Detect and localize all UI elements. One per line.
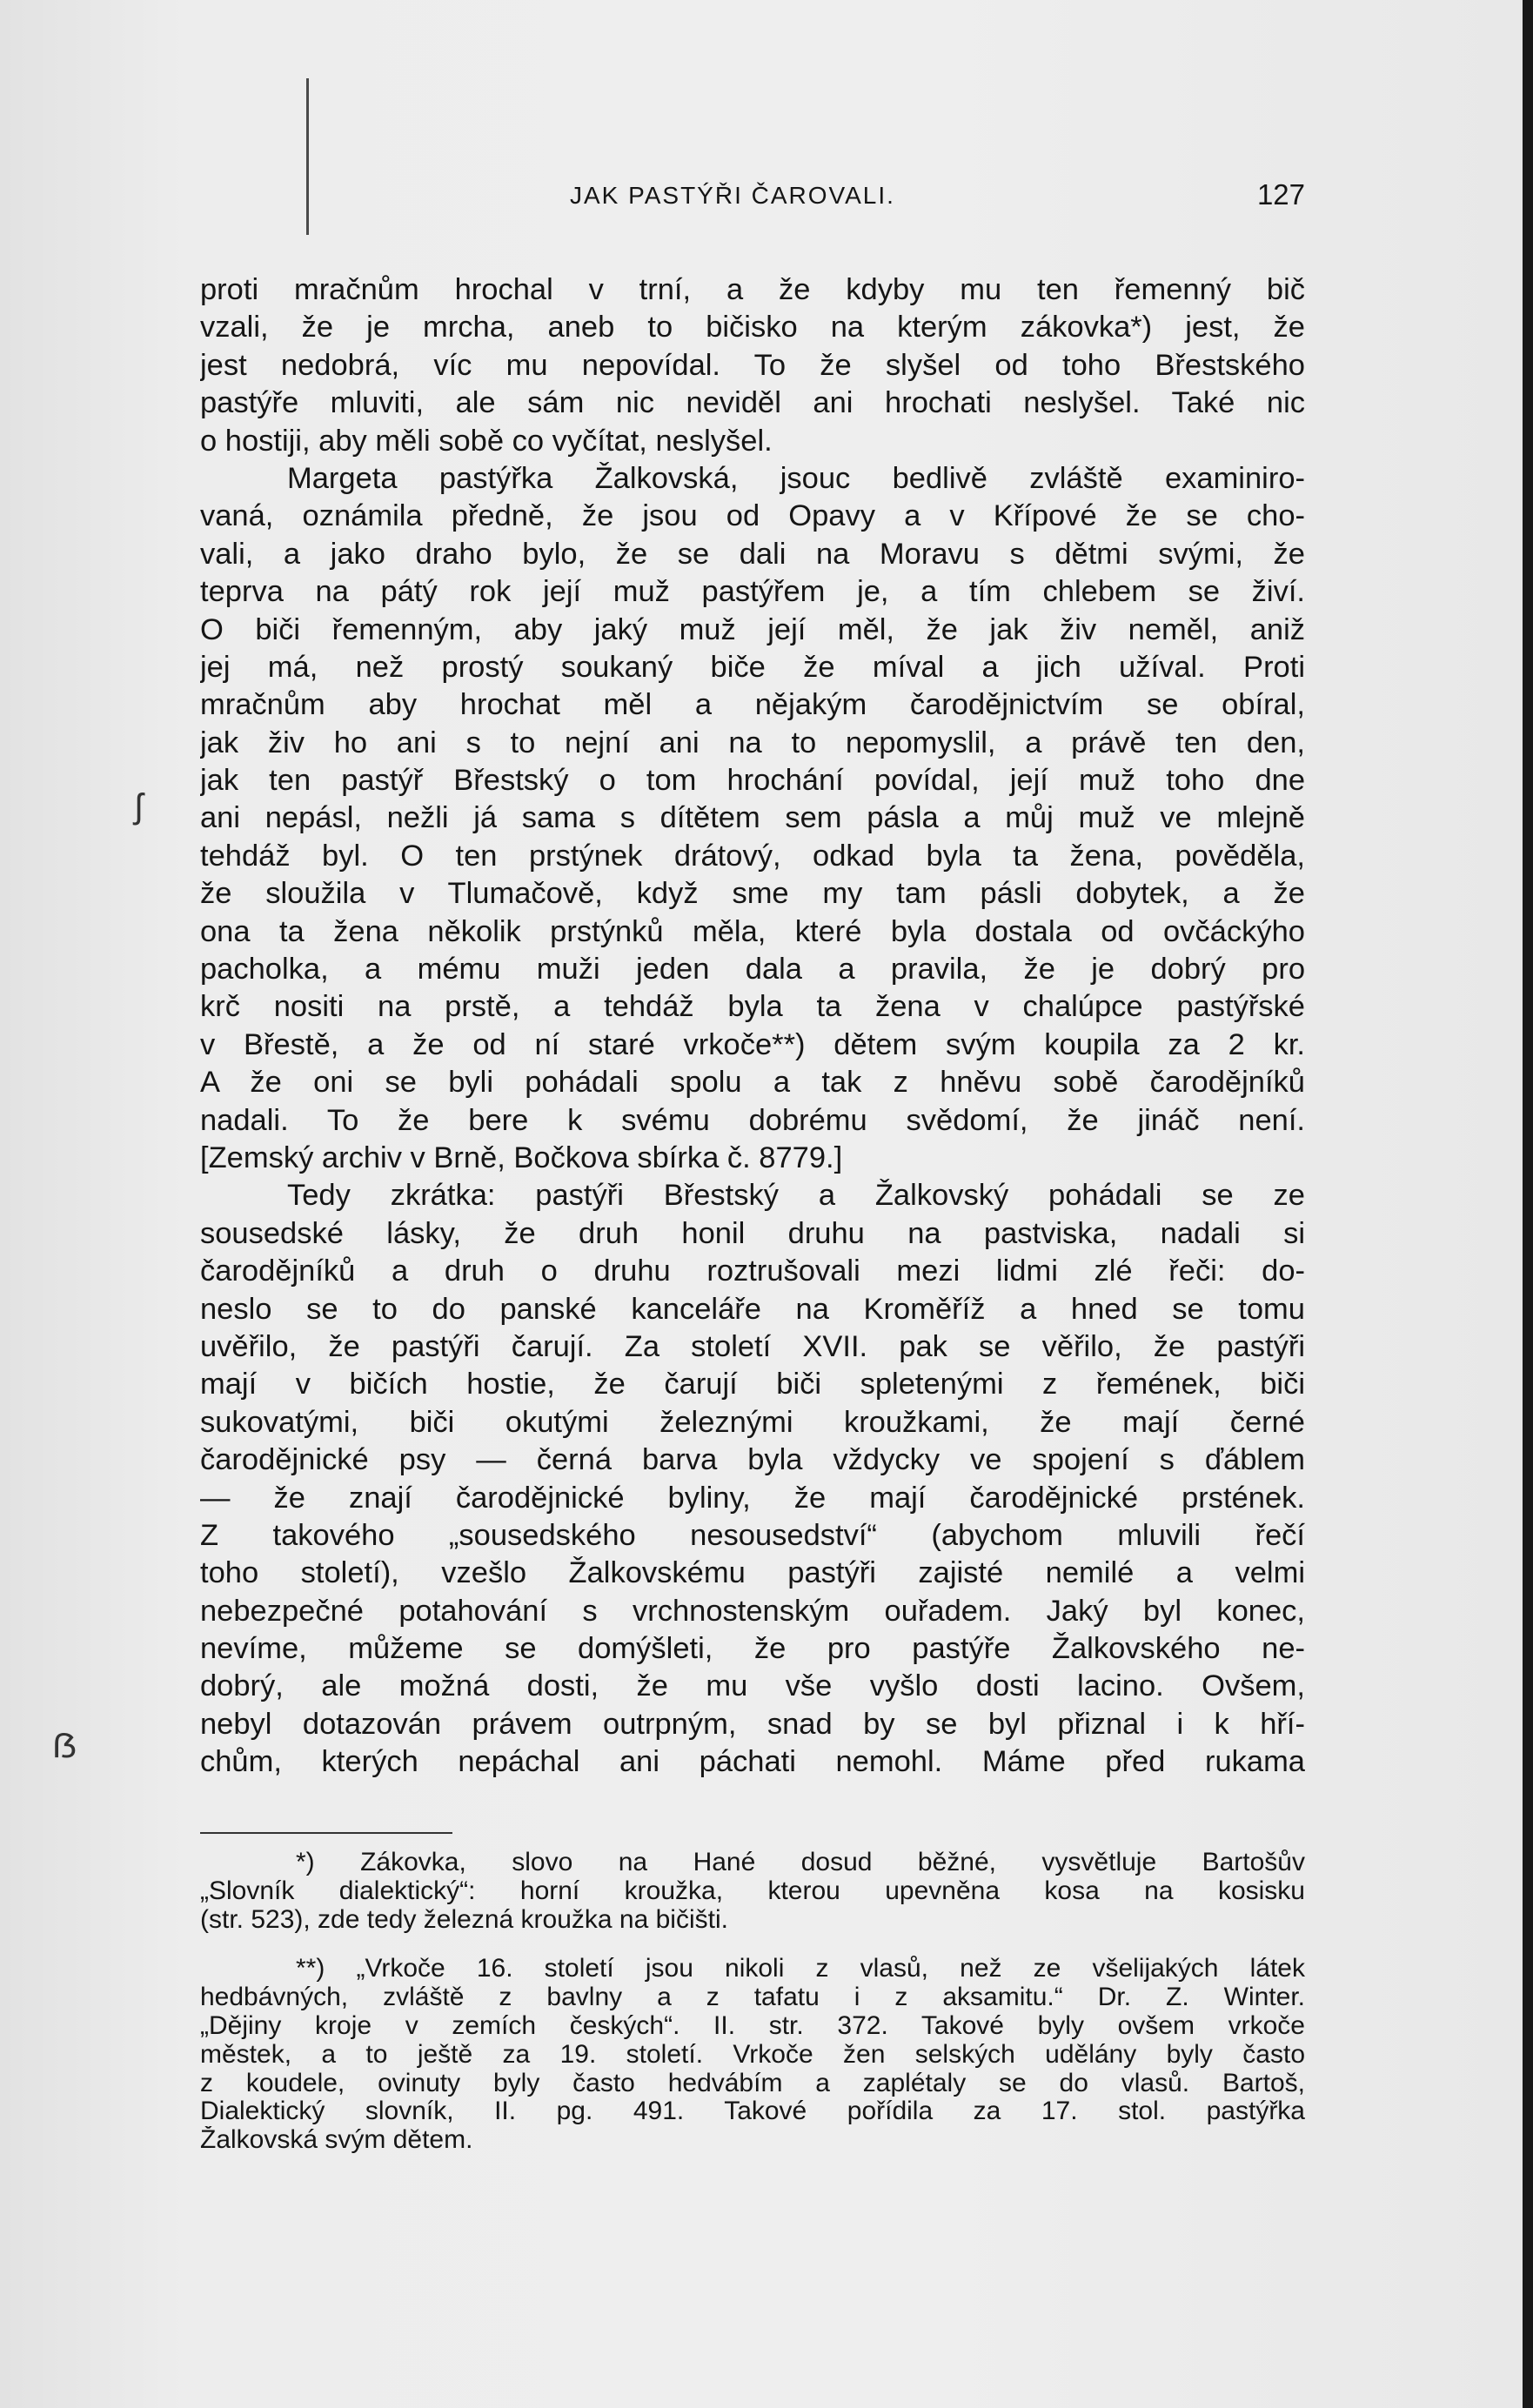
paragraph-start-line: Tedy zkrátka: pastýři Břestský a Žalkovský pohádali se ze: [287, 1179, 1305, 1213]
text-line: nevíme, můžeme se domýšleti, že pro pastýře Žalkovského ne-: [200, 1632, 1305, 1666]
text-line: ona ta žena několik prstýnků měla, které byla dostala od ovčáckýho: [200, 914, 1305, 948]
paragraph-start-line: Margeta pastýřka Žalkovská, jsouc bedlivě zvláště examinirо-: [287, 461, 1305, 495]
text-line: Z takového „sousedského nesousedství“ (abychom mluvili řečí: [200, 1518, 1305, 1552]
text-line: A že oni se byli pohádali spolu a tak z hněvu sobě čarodějníků: [200, 1066, 1305, 1100]
text-line: tehdáž byl. O ten prstýnek drátový, odkad byla ta žena, pověděla,: [200, 839, 1305, 873]
footnote-line: (str. 523), zde tedy železná kroužka na bičišti.: [200, 1905, 728, 1934]
running-title: JAK PASTÝŘI ČAROVALI.: [570, 182, 895, 209]
text-line: proti mračnům hrochal v trní, a že kdyby mu ten řemenný bič: [200, 273, 1305, 306]
text-line: mají v bičích hostie, že čarují biči spletenými z řemének, biči: [200, 1368, 1305, 1401]
text-line: jak ten pastýř Břestský o tom hrochání povídal, její muž toho dne: [200, 764, 1305, 798]
text-line: čarodějnické psy — černá barva byla vždycky ve spojení s ďáblem: [200, 1443, 1305, 1477]
text-line: nebezpečné potahování s vrchnostenským ouřadem. Jaký byl konec,: [200, 1594, 1305, 1628]
text-line: o hostiji, aby měli sobě co vyčítat, neslyšel.: [200, 424, 773, 458]
text-line: krč nositi na prstě, a tehdáž byla ta žena v chalúpce pastýřské: [200, 990, 1305, 1024]
footnote-line: z koudele, ovinuty byly často hedvábím a zaplétaly se do vlasů. Bartoš,: [200, 2069, 1305, 2097]
footnote-rule: [200, 1832, 452, 1834]
text-line: nebyl dotazován právem outrpným, snad by se byl přiznal i k hří-: [200, 1707, 1305, 1741]
page-header: [200, 178, 1305, 222]
footnote-line: *) Zákovka, slovo na Hané dosud běžné, vysvětluje Bartošův: [296, 1849, 1305, 1876]
footnote-line: **) „Vrkoče 16. století jsou nikoli z vlasů, než ze všelijakých látek: [296, 1955, 1305, 1983]
text-line: nadali. To že bere k svému dobrému svědomí, že jináč není.: [200, 1103, 1305, 1137]
text-line: jest nedobrá, víc mu nepovídal. To že slyšel od toho Břestského: [200, 348, 1305, 382]
text-line: — že znají čarodějnické byliny, že mají čarodějnické prstének.: [200, 1481, 1305, 1515]
text-line: vzali, že je mrcha, aneb to bičisko na kterým zákovka*) jest, že: [200, 311, 1305, 344]
text-line: že sloužila v Tlumačově, když sme my tam pásli dobytek, a že: [200, 877, 1305, 911]
footnote-gap: [200, 1934, 1305, 1955]
text-line: pacholka, a mému muži jeden dala a pravila, že je dobrý pro: [200, 953, 1305, 987]
text-line: sousedské lásky, že druh honil druhu na pastviska, nadali si: [200, 1216, 1305, 1250]
footnote-line: „Dějiny kroje v zemích českých“. II. str. 372. Takové byly ovšem vrkoče: [200, 2011, 1305, 2040]
footnotes: [200, 1849, 1305, 2155]
margin-pencil-mark: ʃ: [135, 787, 143, 826]
text-line: O biči řemenným, aby jaký muž její měl, že jak živ neměl, aniž: [200, 612, 1305, 646]
text-line: vali, a jako draho bylo, že se dali na Moravu s dětmi svými, že: [200, 537, 1305, 571]
text-line: pastýře mluviti, ale sám nic neviděl ani hrochati neslyšel. Také nic: [200, 386, 1305, 420]
page-number: 127: [1256, 178, 1305, 211]
text-line: dobrý, ale možná dosti, že mu vše vyšlo dosti lacino. Ovšem,: [200, 1669, 1305, 1703]
text-line: jak živ ho ani s to nejní ani na to nepomyslil, a právě ten den,: [200, 726, 1305, 759]
text-line: jej má, než prostý soukaný biče že míval a jich užíval. Proti: [200, 650, 1305, 684]
footnote-line: „Slovník dialektický“: horní kroužka, kterou upevněna kosa na kosisku: [200, 1876, 1305, 1905]
footnote-line: Žalkovská svým dětem.: [200, 2126, 473, 2155]
body-text: [200, 271, 1305, 1782]
footnote-line: městek, a to ještě za 19. století. Vrkoče žen selských udělány byly často: [200, 2040, 1305, 2069]
citation-line: [Zemský archiv v Brně, Bočkova sbírka č. 8779.]: [200, 1140, 843, 1174]
footnote-line: hedbávných, zvláště z bavlny a z tafatu i z aksamitu.“ Dr. Z. Winter.: [200, 1983, 1305, 2012]
footnote-2: [200, 1955, 1305, 2155]
footnote-1: [200, 1849, 1305, 1934]
text-line: toho století), vzešlo Žalkovskému pastýři zajisté nemilé a velmi: [200, 1556, 1305, 1590]
text-line: ani nepásl, nežli já sama s dítětem sem pásla a můj muž ve mlejně: [200, 801, 1305, 835]
text-line: mračnům aby hrochat měl a nějakým čarodějnictvím se obíral,: [200, 688, 1305, 722]
footnote-line: Dialektický slovník, II. pg. 491. Takové pořídila za 17. stol. pastýřka: [200, 2097, 1305, 2126]
text-line: v Břestě, a že od ní staré vrkoče**) dětem svým koupila za 2 kr.: [200, 1027, 1305, 1061]
text-line: neslo se to do panské kanceláře na Kroměříž a hned se tomu: [200, 1292, 1305, 1326]
margin-pencil-mark: ẞ: [52, 1727, 77, 1765]
text-line: teprva na pátý rok její muž pastýřem je, a tím chlebem se živí.: [200, 575, 1305, 609]
scan-edge: [1523, 0, 1533, 2408]
text-line: sukovatými, biči okutými železnými kroužkami, že mají černé: [200, 1405, 1305, 1439]
text-line: vaná, oznámila předně, že jsou od Opavy a v Křípové že se cho-: [200, 499, 1305, 533]
text-line: uvěřilo, že pastýři čarují. Za století XVII. pak se věřilo, že pastýři: [200, 1329, 1305, 1363]
text-line: čarodějníků a druh o druhu roztrušovali mezi lidmi zlé řeči: do-: [200, 1254, 1305, 1288]
text-line: chům, kterých nepáchal ani páchati nemohl. Máme před rukama: [200, 1745, 1305, 1779]
